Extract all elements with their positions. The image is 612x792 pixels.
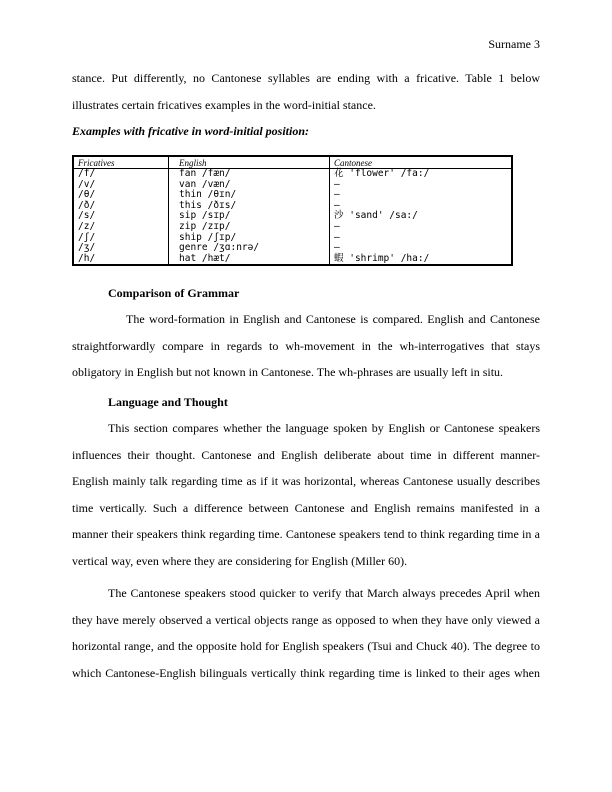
cantonese-cell: —	[334, 178, 340, 190]
table-row	[73, 190, 512, 201]
cantonese-cell: —	[334, 242, 340, 254]
column-header: Cantonese	[330, 156, 513, 169]
fricative-cell: /s/	[73, 211, 169, 222]
section-heading-grammar: Comparison of Grammar	[108, 286, 240, 300]
text-line: vertical way, even where they are considering for English (Miller 60).	[72, 553, 408, 568]
table-row	[73, 169, 512, 180]
text-line: influences their thought. Cantonese and English deliberate about time in different manner-	[72, 447, 540, 462]
table-row	[73, 243, 512, 254]
cantonese-cell: 沙 'sand' /sa:/	[334, 210, 418, 222]
text-line: English mainly talk regarding time as if it was horizontal, whereas Cantonese usually describes	[72, 474, 540, 488]
fricative-cell: /v/	[73, 180, 169, 191]
english-cell: hat /hæt/	[169, 254, 330, 266]
fricative-cell: /ð/	[73, 201, 169, 212]
table-row	[73, 211, 512, 222]
text-line: which Cantonese-English bilinguals vertically think regarding time is linked to their ages when	[72, 665, 540, 680]
cantonese-cell: 蝦 'shrimp' /ha:/	[334, 252, 430, 264]
cantonese-cell: —	[334, 189, 340, 201]
text-line: illustrates certain fricatives examples in the word-initial stance.	[72, 97, 376, 112]
text-line: straightforwardly compare in regards to wh-movement in the wh-interrogatives that stays	[72, 338, 540, 353]
text-line: This section compares whether the language spoken by English or Cantonese speakers	[108, 421, 540, 435]
english-cell: this /ðɪs/	[169, 201, 330, 212]
table-row	[73, 201, 512, 212]
fricative-cell: /θ/	[73, 190, 169, 201]
english-cell: ship /ʃɪp/	[169, 233, 330, 244]
fricative-cell: /ʃ/	[73, 233, 169, 244]
text-line: stance. Put differently, no Cantonese syllables are ending with a fricative. Table 1 below	[72, 71, 540, 85]
fricative-cell: /z/	[73, 222, 169, 233]
table-row	[73, 254, 512, 266]
english-cell: fan /fæn/	[169, 169, 330, 180]
cantonese-cell: —	[334, 231, 340, 243]
cantonese-cell: —	[334, 220, 340, 232]
table-caption: Examples with fricative in word-initial position:	[72, 124, 310, 138]
text-line: they have merely observed a vertical objects range as opposed to when they have only viewed a	[72, 612, 540, 627]
section-heading-language-thought: Language and Thought	[108, 395, 228, 409]
english-cell: genre /ʒɑ:nrə/	[169, 243, 330, 254]
english-cell: thin /θɪn/	[169, 190, 330, 201]
fricative-cell: /ʒ/	[73, 243, 169, 254]
table-row	[73, 233, 512, 244]
english-cell: van /væn/	[169, 180, 330, 191]
intro-paragraph	[72, 65, 540, 118]
cantonese-cell: —	[334, 199, 340, 211]
running-head: Surname 3	[488, 37, 540, 51]
text-line: manner their speakers think regarding time. Cantonese speakers tend to think regarding time in a	[72, 527, 540, 541]
text-line: obligatory in English but not known in Cantonese. The wh-phrases are usually left in situ.	[72, 365, 504, 379]
text-line: horizontal range, and the opposite hold for English speakers (Tsui and Chuck 40). The degree to	[72, 639, 540, 653]
text-line: The Cantonese speakers stood quicker to verify that March always precedes April when	[108, 586, 540, 600]
english-cell: zip /zɪp/	[169, 222, 330, 233]
text-line: The word-formation in English and Cantonese is compared. English and Cantonese	[126, 312, 540, 326]
text-line: time vertically. Such a difference between Cantonese and English remains manifested in a	[72, 500, 540, 515]
fricative-cell: /h/	[73, 254, 169, 266]
fricative-cell: /f/	[73, 169, 169, 180]
grammar-paragraph	[72, 306, 540, 386]
language-thought-paragraph-2	[72, 580, 540, 686]
english-cell: sip /sɪp/	[169, 211, 330, 222]
table-row	[73, 222, 512, 233]
fricatives-table	[72, 155, 513, 266]
column-header: Fricatives	[73, 156, 169, 169]
table-header-row	[73, 156, 512, 169]
language-thought-paragraph-1	[72, 415, 540, 574]
column-header: English	[169, 156, 330, 169]
table-row	[73, 180, 512, 191]
cantonese-cell: 花 'flower' /fa:/	[334, 168, 430, 179]
